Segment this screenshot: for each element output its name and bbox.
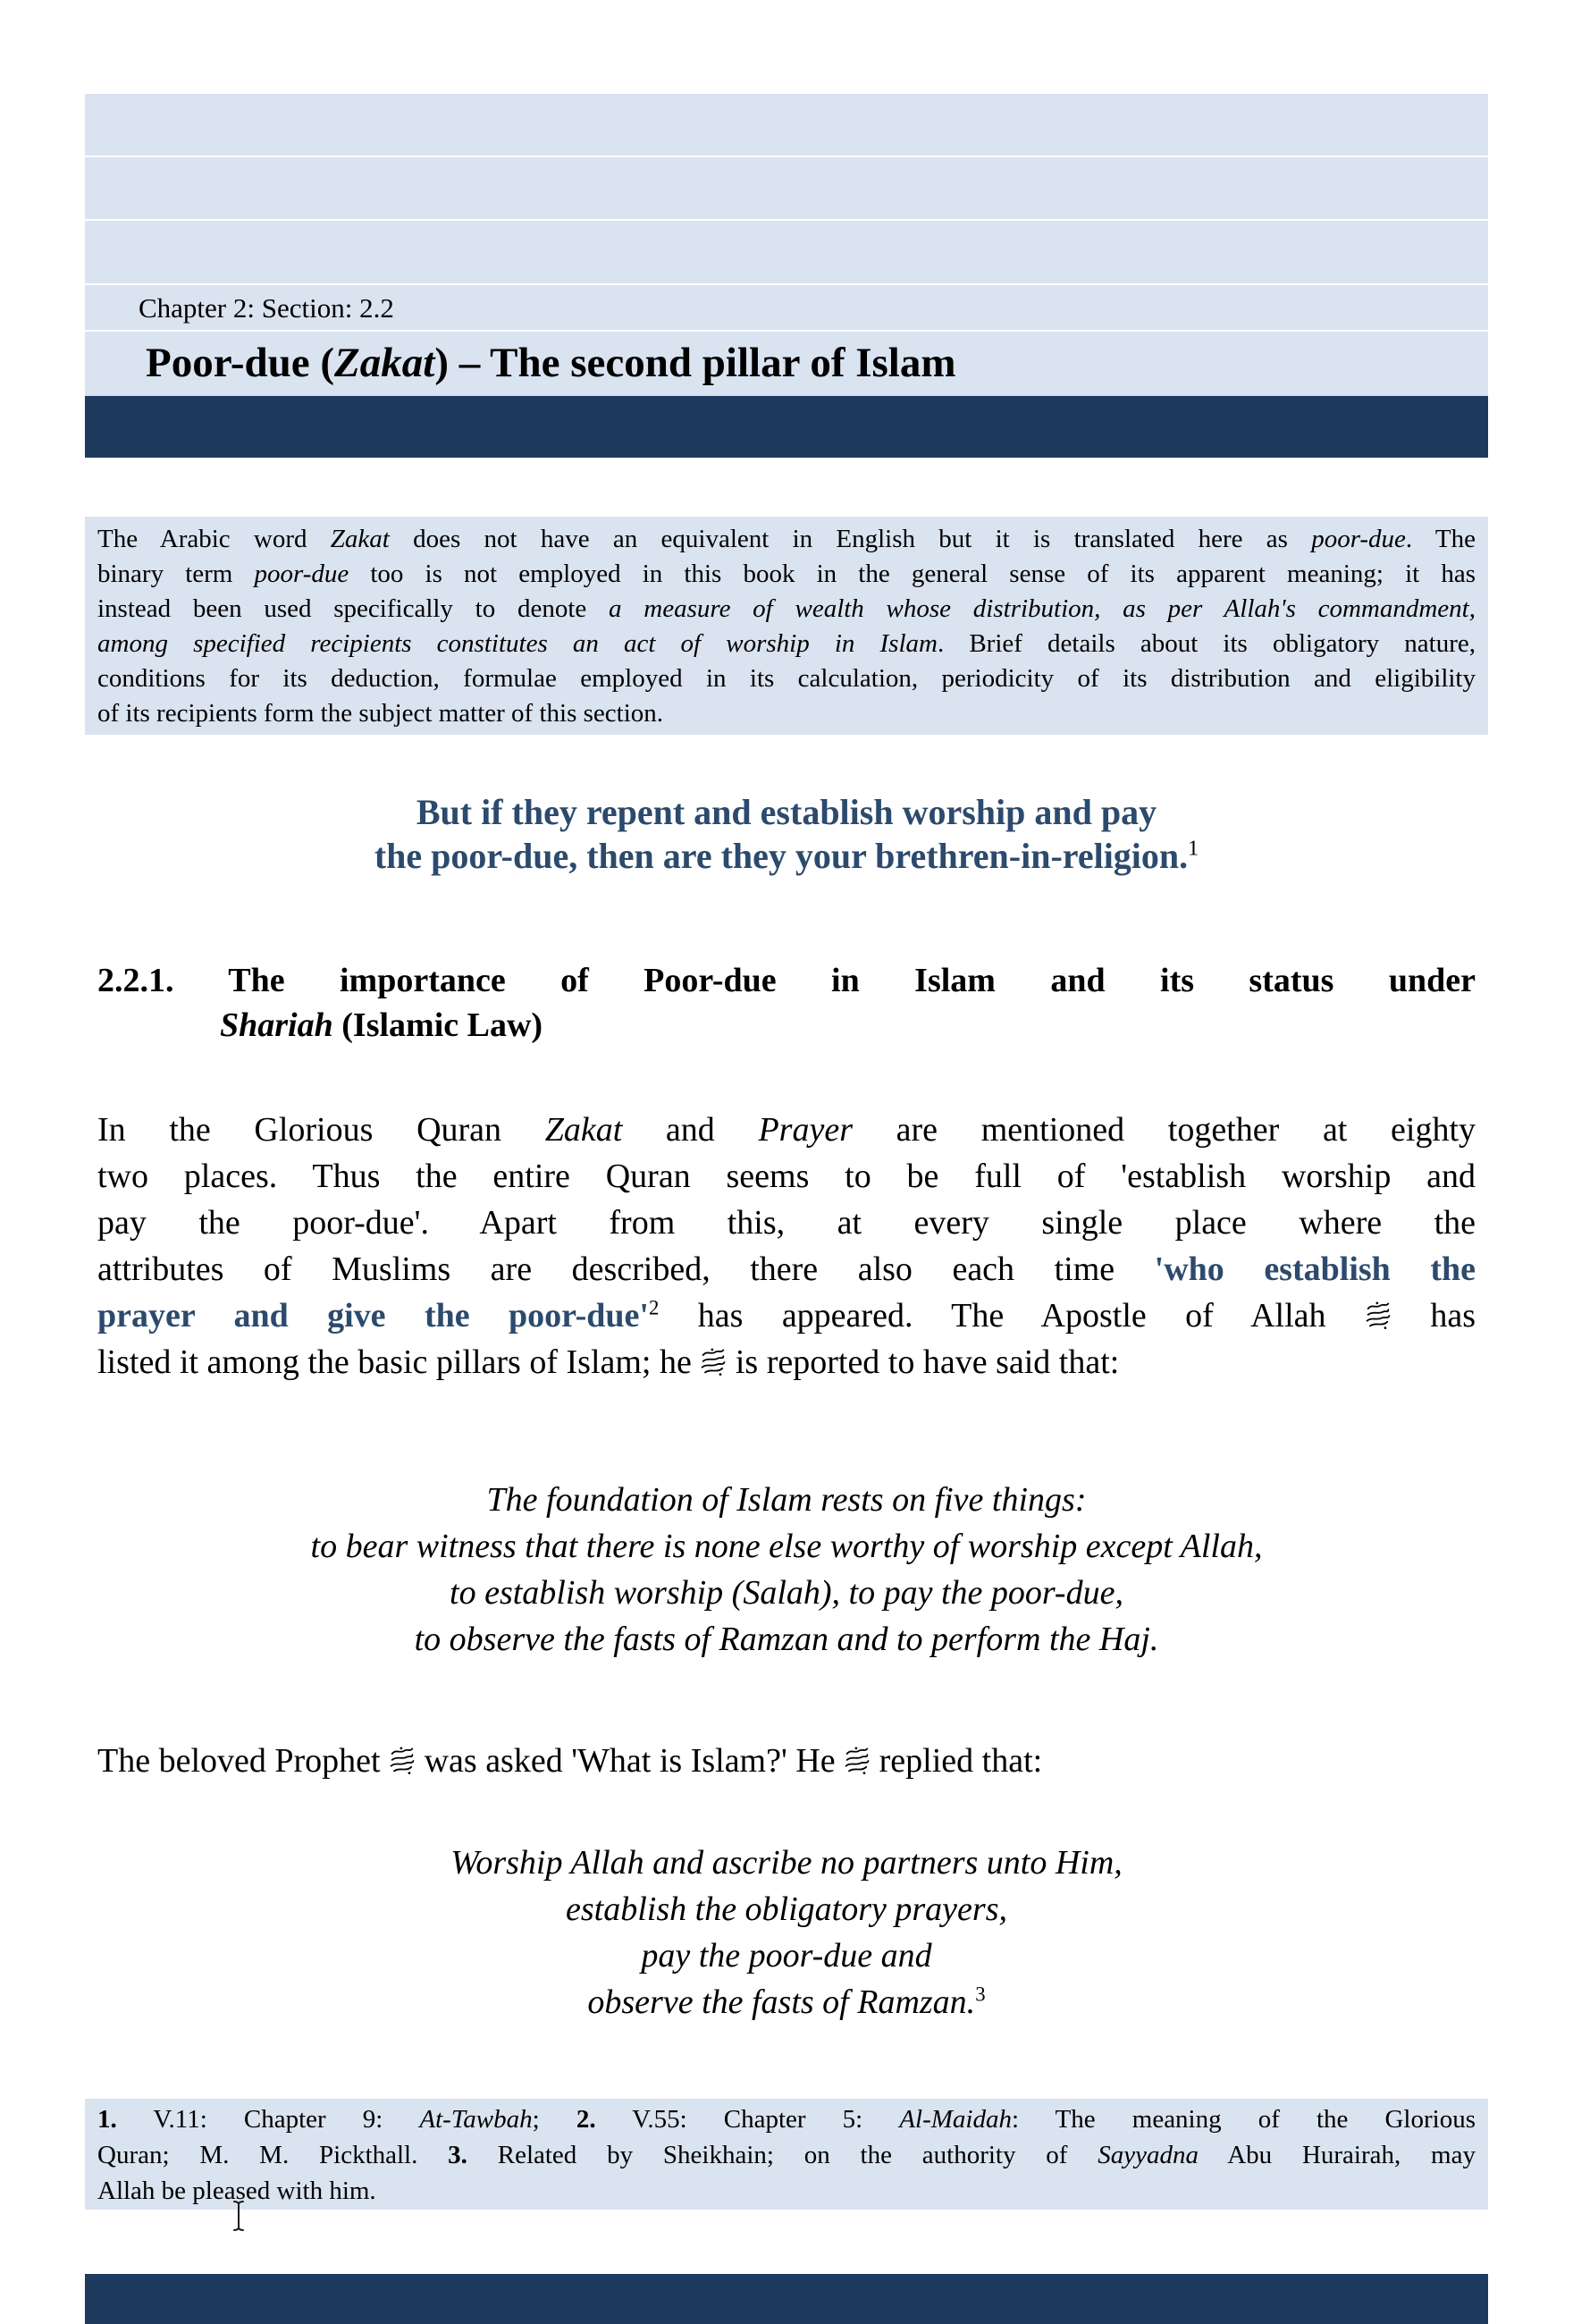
text-run: 1. (97, 2105, 117, 2134)
text-run: poor-due (1311, 525, 1406, 553)
text-line (85, 790, 1488, 834)
text-run: 2.2.1. The importance of Poor-due in Islam and its status under (97, 962, 1476, 999)
text-run: The beloved Prophet (97, 1742, 390, 1780)
text-run: 3. (448, 2141, 467, 2169)
text-line (85, 1840, 1488, 1886)
text-run: observe the fasts of Ramzan. (587, 1983, 976, 2021)
text-run: attributes of Muslims are described, there also each time (97, 1250, 1155, 1288)
text-run: At-Tawbah (419, 2105, 533, 2134)
text-line (97, 958, 1476, 1003)
text-run: . The (1405, 525, 1476, 553)
text-run: is reported to have said that: (727, 1343, 1120, 1381)
text-run: instead been used specifically to denote (97, 594, 610, 623)
text-run: The foundation of Islam rests on five things: (486, 1481, 1087, 1519)
pbuh-symbol-icon (1365, 1301, 1392, 1331)
text-run: too is not employed in this book in the general sense of its apparent meaning; it has (349, 560, 1476, 588)
text-run: are mentioned together at eighty (853, 1111, 1476, 1149)
text-run: . Brief details about its obligatory nature, (937, 629, 1476, 658)
text-run: Worship Allah and ascribe no partners unto Him, (450, 1844, 1123, 1882)
text-run: Prayer (758, 1111, 853, 1149)
text-line (97, 627, 1476, 661)
quran-verse-quote (85, 790, 1488, 878)
text-line (97, 1107, 1476, 1153)
text-line (97, 2173, 1476, 2209)
text-line (97, 522, 1476, 557)
text-line (85, 1932, 1488, 1979)
text-run: poor-due (254, 560, 349, 588)
text-run: two places. Thus the entire Quran seems to be full of 'establish worship and (97, 1158, 1476, 1195)
text-run: establish the obligatory prayers, (566, 1890, 1007, 1928)
text-run: V.55: Chapter 5: (595, 2105, 900, 2134)
text-run: 2. (576, 2105, 596, 2134)
intro-callout-paragraph (85, 517, 1488, 735)
hadith-quote-foundation (85, 1477, 1488, 1663)
prophet-question-line (97, 1738, 1476, 1784)
text-line (97, 661, 1476, 696)
text-run: Zakat (544, 1111, 623, 1149)
header-table (85, 94, 1488, 398)
text-run: a measure of wealth whose distribution, as per Allah's commandment, (609, 594, 1476, 623)
text-run: (Islamic Law) (332, 1006, 543, 1044)
text-run: to observe the fasts of Ramzan and to perform the Haj. (414, 1621, 1159, 1658)
footnote-reference: 2 (648, 1296, 660, 1319)
text-run: replied that: (871, 1742, 1043, 1780)
text-line (85, 1979, 1488, 2025)
text-run: was asked 'What is Islam?' He (416, 1742, 845, 1780)
text-line (97, 1246, 1476, 1293)
text-run: Zakat (334, 340, 435, 386)
text-line (97, 1339, 1476, 1385)
text-run: In the Glorious Quran (97, 1111, 545, 1149)
title-rule-bar (85, 396, 1488, 458)
pbuh-symbol-icon (389, 1746, 416, 1776)
header-row-empty (85, 221, 1488, 283)
text-line (97, 557, 1476, 592)
text-run: Shariah (220, 1006, 333, 1044)
text-line (85, 1570, 1488, 1616)
footnote-block (85, 2099, 1488, 2210)
text-line (97, 592, 1476, 627)
text-run: Sayyadna (1098, 2141, 1199, 2169)
footnote-reference: 1 (1188, 837, 1199, 861)
text-run: prayer and give the poor-due' (97, 1297, 649, 1335)
text-line (97, 1153, 1476, 1200)
section-heading (97, 958, 1476, 1048)
pbuh-symbol-icon (844, 1746, 871, 1776)
text-run: : The meaning of the Glorious (1011, 2105, 1476, 2134)
text-run: and (622, 1111, 759, 1149)
text-line (97, 2137, 1476, 2173)
text-line (85, 1477, 1488, 1523)
text-run: 'who establish the (1154, 1250, 1476, 1288)
header-row-empty (85, 94, 1488, 156)
text-line (85, 1886, 1488, 1932)
text-line (85, 834, 1488, 878)
text-line (97, 1200, 1476, 1246)
text-run: to establish worship (Salah), to pay the poor-due, (450, 1574, 1123, 1612)
footer-rule-bar (85, 2274, 1488, 2324)
chapter-label: Chapter 2: Section: 2.2 (139, 292, 394, 324)
text-run: Zakat (330, 525, 390, 553)
text-run: V.11: Chapter 9: (116, 2105, 420, 2134)
text-run: Allah be pleased with him. (97, 2177, 376, 2205)
text-run: Quran; M. M. Pickthall. (97, 2141, 449, 2169)
text-run: of its recipients form the subject matter of this section. (97, 699, 664, 728)
text-run: listed it among the basic pillars of Islam; he (97, 1343, 701, 1381)
text-line (85, 1523, 1488, 1570)
page-title (85, 332, 1488, 396)
text-run: Abu Hurairah, may (1199, 2141, 1476, 2169)
text-line (85, 1616, 1488, 1663)
pbuh-symbol-icon (700, 1347, 727, 1377)
text-run: to bear witness that there is none else worthy of worship except Allah, (310, 1528, 1263, 1565)
text-run: pay the poor-due'. Apart from this, at every single place where the (97, 1204, 1476, 1242)
text-run: The Arabic word (97, 525, 331, 553)
ibeam-text-cursor-icon (231, 2199, 247, 2233)
text-line (97, 1293, 1476, 1339)
text-run: conditions for its deduction, formulae employed in its calculation, periodicity of its distribution and eligibility (97, 664, 1476, 693)
text-run: But if they repent and establish worship and pay (416, 792, 1157, 832)
text-run: does not have an equivalent in English but it is translated here as (389, 525, 1312, 553)
text-run: the poor-due, then are they your brethren-in-religion. (374, 836, 1189, 876)
text-line (97, 2101, 1476, 2137)
text-run: binary term (97, 560, 255, 588)
text-line (97, 696, 1476, 731)
text-run: Poor-due ( (146, 340, 335, 386)
chapter-row (85, 285, 1488, 330)
text-line (97, 1003, 1476, 1048)
footnote-reference: 3 (975, 1983, 986, 2006)
header-row-empty (85, 157, 1488, 219)
text-run: pay the poor-due and (641, 1937, 932, 1975)
text-run: Related by Sheikhain; on the authority of (467, 2141, 1098, 2169)
body-paragraph (97, 1107, 1476, 1385)
text-run: has (1391, 1297, 1476, 1335)
text-run: ) – The second pillar of Islam (434, 340, 956, 386)
text-run: ; (532, 2105, 576, 2134)
text-run: Al-Maidah (899, 2105, 1012, 2134)
hadith-quote-worship (85, 1840, 1488, 2025)
text-run: has appeared. The Apostle of Allah (659, 1297, 1365, 1335)
text-run: among specified recipients constitutes an act of worship in Islam (97, 629, 938, 658)
